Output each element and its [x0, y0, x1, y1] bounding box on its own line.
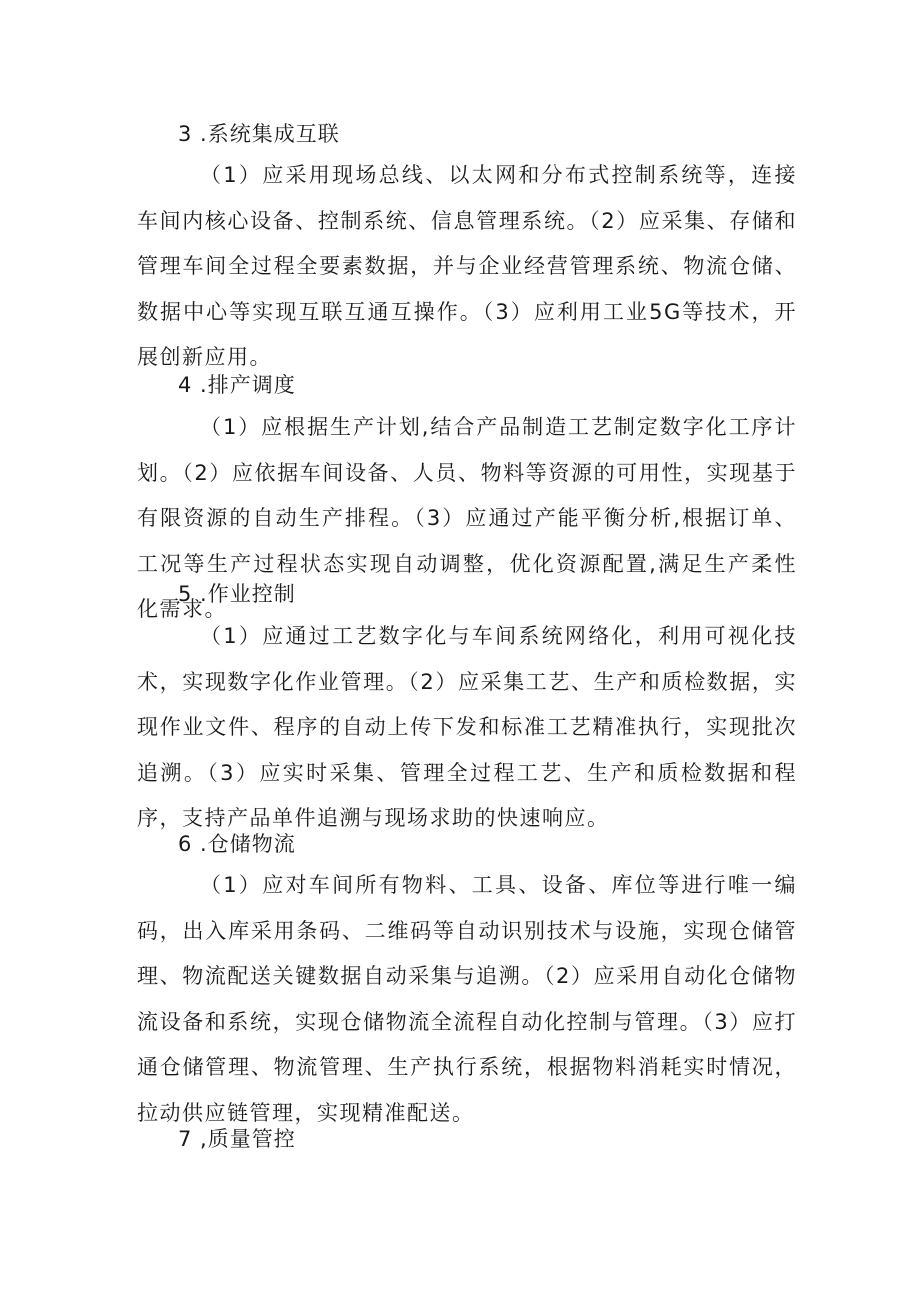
section-body-scheduling: （1）应根据生产计划,结合产品制造工艺制定数字化工序计划。（2）应依据车间设备、人员、物料等资源的可用性，实现基于有限资源的自动生产排程。（3）应通过产能平衡分析,根据订单、工况等生产过程状态实现自动调整，优化资源配置,满足生产柔性化需求。: [137, 415, 797, 621]
section-heading-operation-control: 5 .作业控制: [178, 582, 296, 606]
section-heading-warehouse-logistics: 6 .仓储物流: [178, 832, 296, 856]
section-heading-system-integration: 3 .系统集成互联: [178, 122, 340, 146]
section-heading-scheduling: 4 .排产调度: [178, 373, 296, 397]
section-body-system-integration: （1）应采用现场总线、以太网和分布式控制系统等，连接车间内核心设备、控制系统、信息管理系统。（2）应采集、存储和管理车间全过程全要素数据，并与企业经营管理系统、物流仓储、数据中心等实现互联互通互操作。（3）应利用工业5G等技术，开展创新应用。: [137, 163, 797, 369]
section-body-warehouse-logistics: （1）应对车间所有物料、工具、设备、库位等进行唯一编码，出入库采用条码、二维码等自动识别技术与设施，实现仓储管理、物流配送关键数据自动采集与追溯。（2）应采用自动化仓储物流设备和系统，实现仓储物流全流程自动化控制与管理。（3）应打通仓储管理、物流管理、生产执行系统，根据物料消耗实时情况，拉动供应链管理，实现精准配送。: [137, 873, 797, 1125]
section-body-operation-control: （1）应通过工艺数字化与车间系统网络化，利用可视化技术，实现数字化作业管理。（2）应采集工艺、生产和质检数据，实现作业文件、程序的自动上传下发和标准工艺精准执行，实现批次追溯。（3）应实时采集、管理全过程工艺、生产和质检数据和程序，支持产品单件追溯与现场求助的快速响应。: [137, 624, 797, 830]
section-heading-quality-control: 7 ,质量管控: [178, 1127, 296, 1151]
